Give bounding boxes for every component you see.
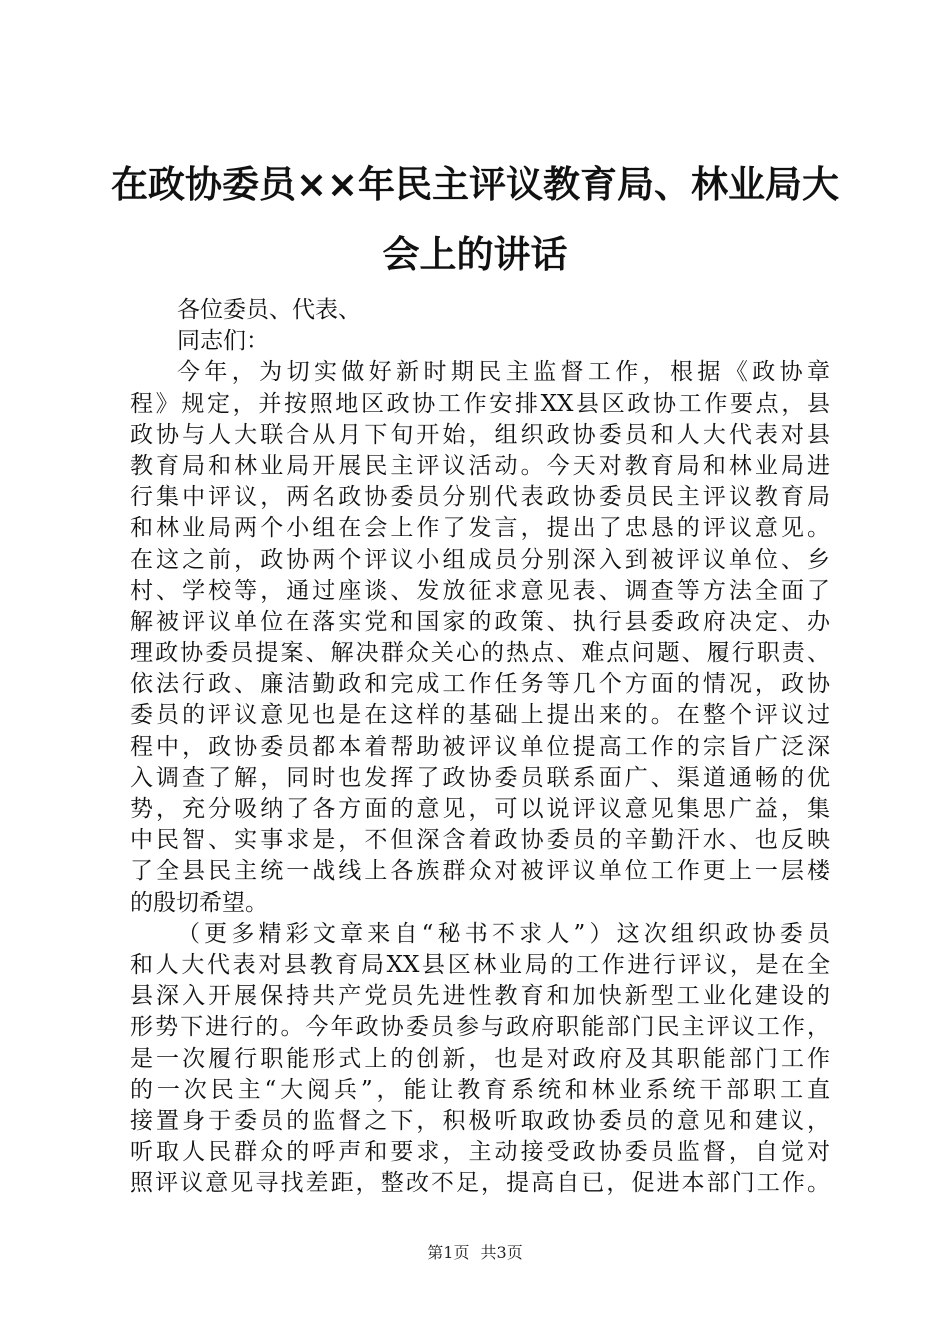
paragraph-line: 政协与人大联合从月下旬开始，组织政协委员和人大代表对县 (130, 421, 830, 448)
document-body (130, 295, 830, 1199)
page-footer (0, 1240, 950, 1263)
paragraph-line: 教育局和林业局开展民主评议活动。今天对教育局和林业局进 (130, 452, 830, 479)
salutation-line-2: 同志们： (177, 328, 269, 355)
paragraph-line: 村、学校等，通过座谈、发放征求意见表、调查等方法全面了 (130, 577, 830, 604)
paragraph-line: 形势下进行的。今年政协委员参与政府职能部门民主评议工作， (130, 1014, 830, 1041)
paragraph-line: 接置身于委员的监督之下，积极听取政协委员的意见和建议， (130, 1107, 830, 1134)
paragraph-1 (130, 357, 830, 918)
paragraph-line: 程中，政协委员都本着帮助被评议单位提高工作的宗旨广泛深 (130, 733, 830, 760)
paragraph-line: 今年，为切实做好新时期民主监督工作，根据《政协章 (177, 359, 830, 386)
paragraph-line: 解被评议单位在落实党和国家的政策、执行县委政府决定、办 (130, 608, 830, 635)
page-total: 共3页 (480, 1243, 523, 1262)
paragraph-line: 在这之前，政协两个评议小组成员分别深入到被评议单位、乡 (130, 546, 830, 573)
paragraph-line: 和人大代表对县教育局XX县区林业局的工作进行评议，是在全 (130, 951, 830, 978)
paragraph-line: 势，充分吸纳了各方面的意见，可以说评议意见集思广益，集 (130, 796, 830, 822)
title-line-1: 在政协委员××年民主评议教育局、林业局大 (110, 163, 839, 206)
paragraph-line: 依法行政、廉洁勤政和完成工作任务等几个方面的情况，政协 (130, 671, 830, 698)
paragraph-line: 委员的评议意见也是在这样的基础上提出来的。在整个评议过 (130, 702, 830, 729)
paragraph-line: 是一次履行职能形式上的创新，也是对政府及其职能部门工作 (130, 1045, 830, 1072)
paragraph-line: 了全县民主统一战线上各族群众对被评议单位工作更上一层楼 (130, 858, 830, 885)
paragraph-line: （更多精彩文章来自“秘书不求人”）这次组织政协委员 (177, 920, 830, 947)
page-number: 第1页 (427, 1243, 470, 1262)
salutation-line-1: 各位委员、代表、 (177, 297, 361, 323)
paragraph-line: 理政协委员提案、解决群众关心的热点、难点问题、履行职责、 (130, 640, 830, 667)
document-title (100, 150, 850, 290)
paragraph-line: 的一次民主“大阅兵”，能让教育系统和林业系统干部职工直 (130, 1076, 830, 1103)
title-line-2: 会上的讲话 (382, 233, 568, 276)
paragraph-line: 程》规定，并按照地区政协工作安排XX县区政协工作要点，县 (130, 390, 830, 417)
paragraph-line: 的殷切希望。 (130, 889, 268, 916)
paragraph-line: 行集中评议，两名政协委员分别代表政协委员民主评议教育局 (130, 484, 830, 511)
paragraph-line: 中民智、实事求是，不但深含着政协委员的辛勤汗水、也反映 (130, 827, 830, 854)
paragraph-2 (130, 919, 830, 1200)
paragraph-line: 入调查了解，同时也发挥了政协委员联系面广、渠道通畅的优 (130, 764, 830, 791)
paragraph-line: 和林业局两个小组在会上作了发言，提出了忠恳的评议意见。 (130, 515, 830, 542)
paragraph-line: 县深入开展保持共产党员先进性教育和加快新型工业化建设的 (130, 983, 830, 1010)
paragraph-line: 照评议意见寻找差距，整改不足，提高自已，促进本部门工作。 (130, 1170, 830, 1197)
paragraph-line: 听取人民群众的呼声和要求，主动接受政协委员监督，自觉对 (130, 1139, 830, 1166)
